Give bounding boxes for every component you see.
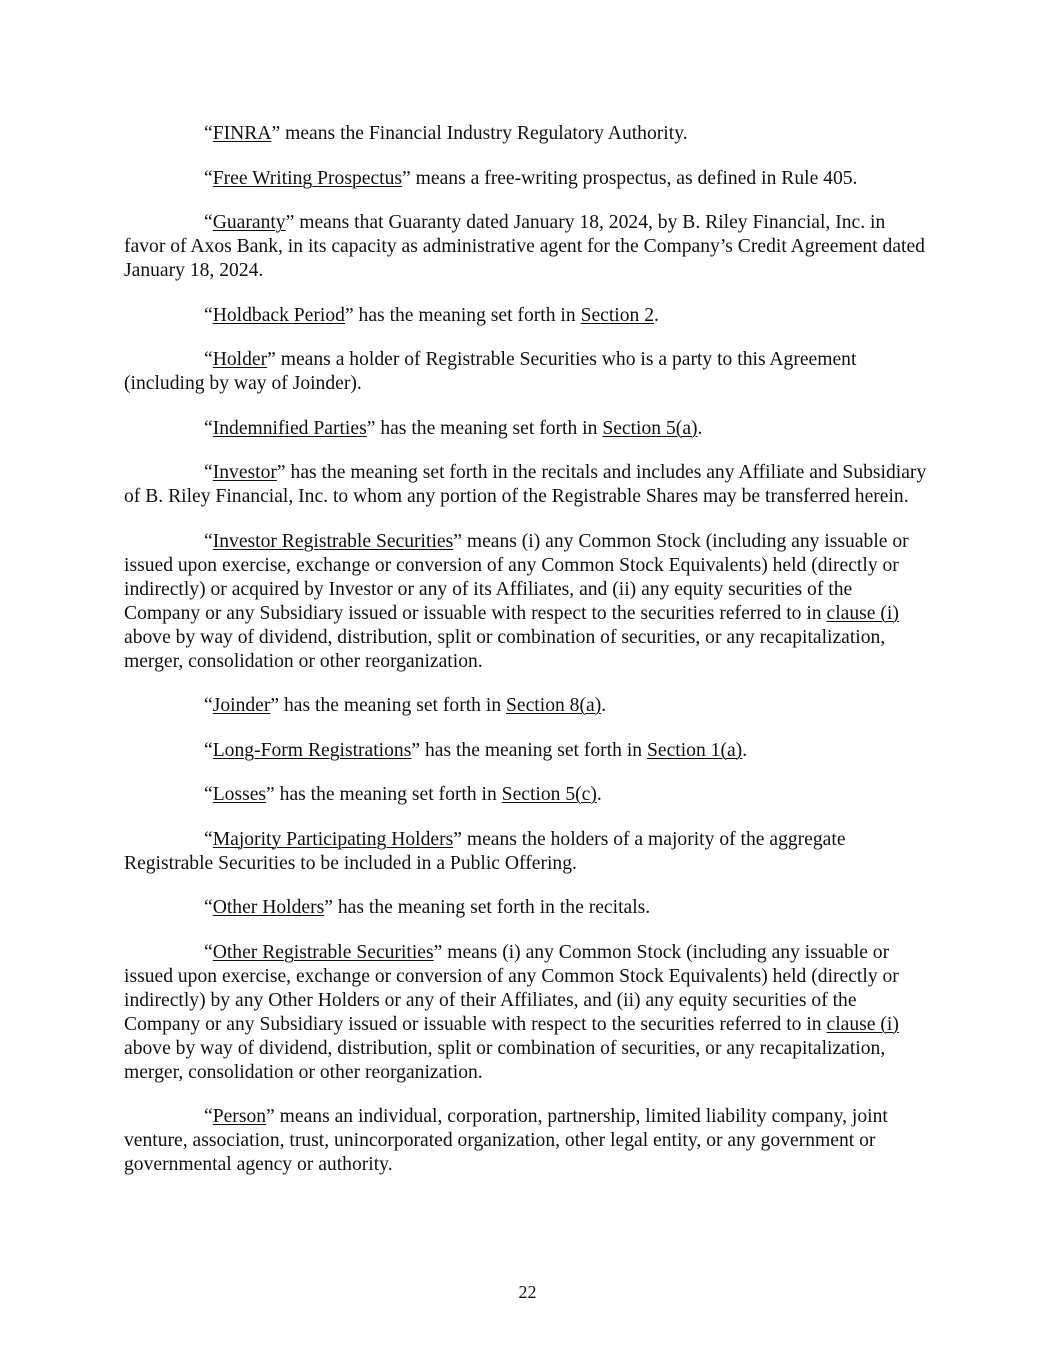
defined-term: Free Writing Prospectus <box>212 167 403 189</box>
cross-reference: clause (i) <box>826 1013 899 1035</box>
definition-text: . <box>742 739 748 761</box>
definition-paragraph: “Investor” has the meaning set forth in the recitals and includes any Affiliate and Subsidiary of B. Riley Financial, Inc. to whom any portion of the Registrable Shares may be transferred herein. <box>124 462 927 507</box>
definition-paragraph: “Losses” has the meaning set forth in Section 5(c). <box>204 784 602 805</box>
definition-text: has the meaning set forth in <box>284 695 507 716</box>
definition-paragraph: “Investor Registrable Securities” means (i) any Common Stock (including any issuable or issued upon exercise, exchange or conversion of any Common Stock Equivalents) held (directly or indirectly) or acquired by Investor or any of its Affiliates, and (ii) any equity securities of the Company or any Subsidiary issued or issuable with respect to the securities referred to in clause (i) above by way of dividend, distribution, split or combination of securities, or any recapitalization, merger, consolidation or other reorganization. <box>124 530 909 672</box>
definition-paragraph: “Majority Participating Holders” means the holders of a majority of the aggregate Registrable Securities to be included in a Public Offering. <box>124 828 846 874</box>
definition-text: above by way of dividend, distribution, split or combination of securities, or any recapitalization, merger, consolidation or other reorganization. <box>124 626 886 672</box>
defined-term: Holder <box>212 349 268 370</box>
definition-paragraph: “Other Holders” has the meaning set forth in the recitals. <box>204 897 651 918</box>
definition-text: has the meaning set forth in <box>358 304 581 326</box>
definitions-list <box>124 122 929 1177</box>
definition-text: . <box>596 784 602 805</box>
defined-term: Losses <box>212 784 267 805</box>
defined-term: Indemnified Parties <box>212 417 367 439</box>
defined-term: Joinder <box>212 695 271 716</box>
definition-text: has the meaning set forth in the recitals and includes any Affiliate and Subsidiary of B. Riley Financial, Inc. to whom any portion of the Registrable Shares may be transferred herein. <box>124 462 927 507</box>
definition-text: . <box>654 304 659 326</box>
definition-paragraph: “Long-Form Registrations” has the meaning set forth in Section 1(a). <box>204 739 748 761</box>
definition-text: means the holders of a majority of the aggregate Registrable Securities to be included in a Public Offering. <box>124 828 846 874</box>
document-body <box>124 122 929 1198</box>
cross-reference: Section 8(a) <box>506 695 602 716</box>
definition-paragraph: “Other Registrable Securities” means (i) any Common Stock (including any issuable or issued upon exercise, exchange or conversion of any Common Stock Equivalents) held (directly or indirectly) by any Other Holders or any of their Affiliates, and (ii) any equity securities of the Company or any Subsidiary issued or issuable with respect to the securities referred to in clause (i) above by way of dividend, distribution, split or combination of securities, or any recapitalization, merger, consolidation or other reorganization. <box>124 941 899 1083</box>
defined-term: Majority Participating Holders <box>212 828 454 850</box>
defined-term: Other Registrable Securities <box>212 941 434 963</box>
definition-paragraph: “Joinder” has the meaning set forth in Section 8(a). <box>204 695 607 716</box>
definition-text: means (i) any Common Stock (including any issuable or issued upon exercise, exchange or conversion of any Common Stock Equivalents) held (directly or indirectly) or acquired by Investor or any of its Affiliates, and (ii) any equity securities of the Company or any Subsidiary issued or issuable with respect to the securities referred to in <box>124 530 909 624</box>
cross-reference: Section 5(c) <box>501 784 597 805</box>
definition-text: means an individual, corporation, partnership, limited liability company, joint venture, association, trust, unincorporated organization, other legal entity, or any government or governmental agency or authority. <box>124 1106 888 1175</box>
definition-text: means the Financial Industry Regulatory Authority. <box>285 123 688 144</box>
definition-paragraph: “Holder” means a holder of Registrable Securities who is a party to this Agreement (including by way of Joinder). <box>124 349 857 394</box>
defined-term: Other Holders <box>212 897 325 918</box>
definition-paragraph: “FINRA” means the Financial Industry Regulatory Authority. <box>204 123 688 144</box>
definition-text: has the meaning set forth in <box>380 417 603 439</box>
definition-text: has the meaning set forth in <box>424 739 647 761</box>
definition-text: means a free-writing prospectus, as defined in Rule 405. <box>415 167 858 189</box>
definition-text: means that Guaranty dated January 18, 2024, by B. Riley Financial, Inc. in favor of Axos Bank, in its capacity as administrative agent for the Company’s Credit Agreement dated January 18, 2024. <box>124 212 925 281</box>
defined-term: Investor <box>212 462 277 483</box>
page-number: 22 <box>518 1282 537 1302</box>
definition-text: above by way of dividend, distribution, split or combination of securities, or any recapitalization, merger, consolidation or other reorganization. <box>124 1037 886 1083</box>
definition-paragraph: “Person” means an individual, corporation, partnership, limited liability company, joint venture, association, trust, unincorporated organization, other legal entity, or any government or governmental agency or authority. <box>124 1106 888 1175</box>
definition-text: . <box>601 695 607 716</box>
definition-text: has the meaning set forth in <box>279 784 502 805</box>
definition-text: means (i) any Common Stock (including any issuable or issued upon exercise, exchange or conversion of any Common Stock Equivalents) held (directly or indirectly) by any Other Holders or any of their Affiliates, and (ii) any equity securities of the Company or any Subsidiary issued or issuable with respect to the securities referred to in <box>124 941 899 1035</box>
cross-reference: Section 1(a) <box>646 739 743 761</box>
defined-term: Person <box>212 1106 267 1127</box>
defined-term: Guaranty <box>212 212 286 233</box>
cross-reference: Section 5(a) <box>602 417 698 439</box>
definition-text: means a holder of Registrable Securities who is a party to this Agreement (including by way of Joinder). <box>124 349 857 394</box>
defined-term: Investor Registrable Securities <box>212 530 454 552</box>
definition-paragraph: “Indemnified Parties” has the meaning set forth in Section 5(a). <box>204 417 703 439</box>
definition-text: has the meaning set forth in the recitals. <box>337 897 651 918</box>
definition-text: . <box>697 417 703 439</box>
definition-paragraph: “Guaranty” means that Guaranty dated January 18, 2024, by B. Riley Financial, Inc. in favor of Axos Bank, in its capacity as administrative agent for the Company’s Credit Agreement dated January 18, 2024. <box>124 212 925 281</box>
definition-paragraph: “Free Writing Prospectus” means a free-writing prospectus, as defined in Rule 405. <box>204 167 858 189</box>
defined-term: Holdback Period <box>212 304 345 326</box>
cross-reference: Section 2 <box>580 304 655 326</box>
defined-term: FINRA <box>212 123 272 144</box>
defined-term: Long-Form Registrations <box>212 739 412 761</box>
cross-reference: clause (i) <box>826 602 899 624</box>
definition-paragraph: “Holdback Period” has the meaning set forth in Section 2. <box>204 304 659 326</box>
